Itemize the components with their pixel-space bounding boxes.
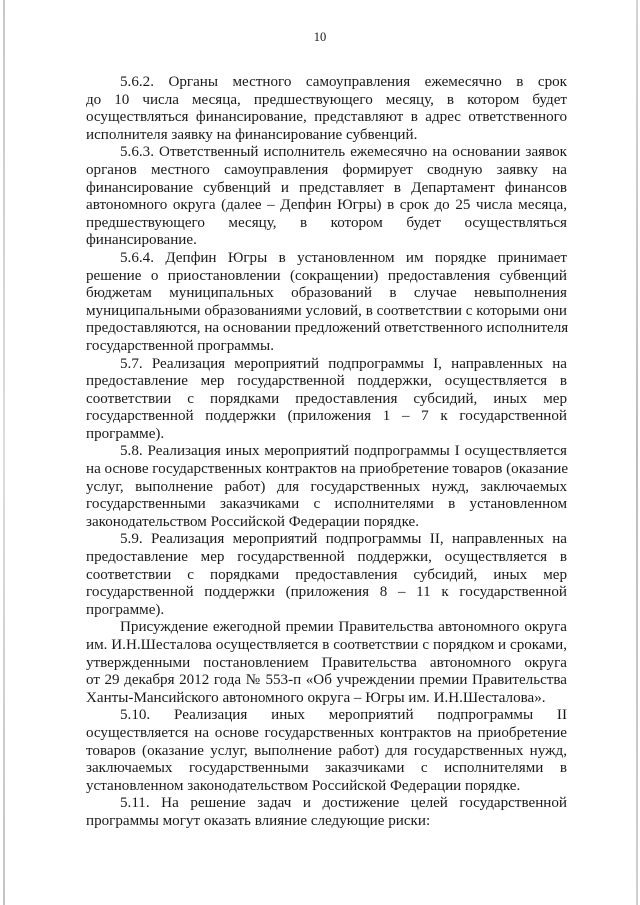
text-line: законодательством Российской Федерации порядке. bbox=[86, 513, 420, 530]
paragraph bbox=[86, 144, 567, 250]
text-line: 5.6.2. Органы местного самоуправления ежемесячно в срок bbox=[120, 74, 567, 90]
text-line: им. И.Н.Шесталова осуществляется в соответствии с порядком и сроками, bbox=[86, 637, 567, 653]
text-line: соответствии с порядками предоставления субсидий, иных мер bbox=[86, 390, 567, 407]
text-line: исполнителя заявку на финансирование субвенций. bbox=[86, 126, 418, 143]
paragraph bbox=[86, 356, 567, 444]
text-line: от 29 декабря 2012 года № 553-п «Об учреждении премии Правительства bbox=[86, 672, 567, 689]
text-line: установленном законодательством Российской Федерации порядке. bbox=[86, 777, 521, 794]
text-line: программы могут оказать влияние следующие риски: bbox=[86, 812, 431, 829]
text-line: утвержденными постановлением Правительства автономного округа bbox=[86, 654, 567, 671]
text-line: товаров (оказание услуг, выполнение работ) для государственных нужд, bbox=[86, 742, 567, 759]
text-line: муниципальными образованиями условий, в соответствии с которыми они bbox=[86, 302, 567, 319]
text-line: 5.7. Реализация мероприятий подпрограммы I, направленных на bbox=[120, 355, 567, 372]
text-line: соответствии с порядками предоставления субсидий, иных мер bbox=[86, 566, 567, 583]
text-line: Ханты-Мансийского автономного округа – Югры им. И.Н.Шесталова». bbox=[86, 689, 546, 706]
text-line: 5.8. Реализация иных мероприятий подпрограммы I осуществляется bbox=[120, 443, 567, 460]
text-line: автономного округа (далее – Депфин Югры) в срок до 25 числа месяца, bbox=[86, 197, 567, 214]
text-line: осуществляется на основе государственных контрактов на приобретение bbox=[86, 724, 567, 741]
page-number: 10 bbox=[313, 30, 327, 44]
text-line: государственной поддержки (приложения 8 – 11 к государственной bbox=[86, 584, 567, 601]
text-line: 5.9. Реализация мероприятий подпрограммы II, направленных на bbox=[120, 531, 567, 548]
text-line: Присуждение ежегодной премии Правительства автономного округа bbox=[120, 619, 567, 636]
paragraph bbox=[86, 74, 567, 144]
text-line: решение о приостановлении (сокращении) предоставления субвенций bbox=[86, 267, 567, 284]
text-line: финансирование субвенций и представляет в Департамент финансов bbox=[86, 179, 567, 196]
paragraph bbox=[86, 795, 567, 830]
text-line: государственной поддержки (приложения 1 – 7 к государственной bbox=[86, 408, 567, 425]
document-body bbox=[86, 74, 567, 831]
paragraph bbox=[86, 443, 567, 531]
text-line: до 10 числа месяца, предшествующего месяцу, в котором будет bbox=[86, 91, 567, 108]
text-line: предоставление мер государственной поддержки, осуществляется в bbox=[86, 549, 567, 566]
text-line: предоставляются, на основании предложений ответственного исполнителя bbox=[86, 320, 569, 337]
paragraph bbox=[86, 619, 567, 707]
text-line: финансирование. bbox=[86, 232, 197, 249]
text-line: предшествующего месяцу, в котором будет осуществляться bbox=[86, 214, 567, 231]
text-line: 5.10. Реализация иных мероприятий подпрограммы II bbox=[120, 707, 567, 724]
text-line: предоставление мер государственной поддержки, осуществляется в bbox=[86, 373, 567, 390]
text-line: заключаемых государственными заказчиками с исполнителями в bbox=[86, 760, 567, 777]
text-line: бюджетам муниципальных образований в случае невыполнения bbox=[86, 285, 567, 302]
text-line: 5.11. На решение задач и достижение целей государственной bbox=[120, 795, 567, 812]
text-line: государственными заказчиками с исполнителями в установленном bbox=[86, 496, 567, 513]
paragraph bbox=[86, 250, 567, 356]
text-line: органов местного самоуправления формирует сводную заявку на bbox=[86, 161, 567, 178]
scan-edge-right bbox=[636, 0, 638, 905]
text-line: программе). bbox=[86, 425, 165, 442]
scan-edge-left bbox=[3, 0, 5, 905]
text-line: осуществляться финансирование, представляют в адрес ответственного bbox=[86, 109, 567, 126]
text-line: услуг, выполнение работ) для государственных нужд, заключаемых bbox=[86, 478, 567, 495]
paragraph bbox=[86, 707, 567, 795]
text-line: на основе государственных контрактов на приобретение товаров (оказание bbox=[86, 461, 569, 478]
text-line: 5.6.3. Ответственный исполнитель ежемесячно на основании заявок bbox=[120, 144, 567, 161]
text-line: государственной программы. bbox=[86, 337, 274, 354]
text-line: программе). bbox=[86, 601, 165, 618]
text-line: 5.6.4. Депфин Югры в установленном им порядке принимает bbox=[120, 249, 567, 266]
paragraph bbox=[86, 531, 567, 619]
